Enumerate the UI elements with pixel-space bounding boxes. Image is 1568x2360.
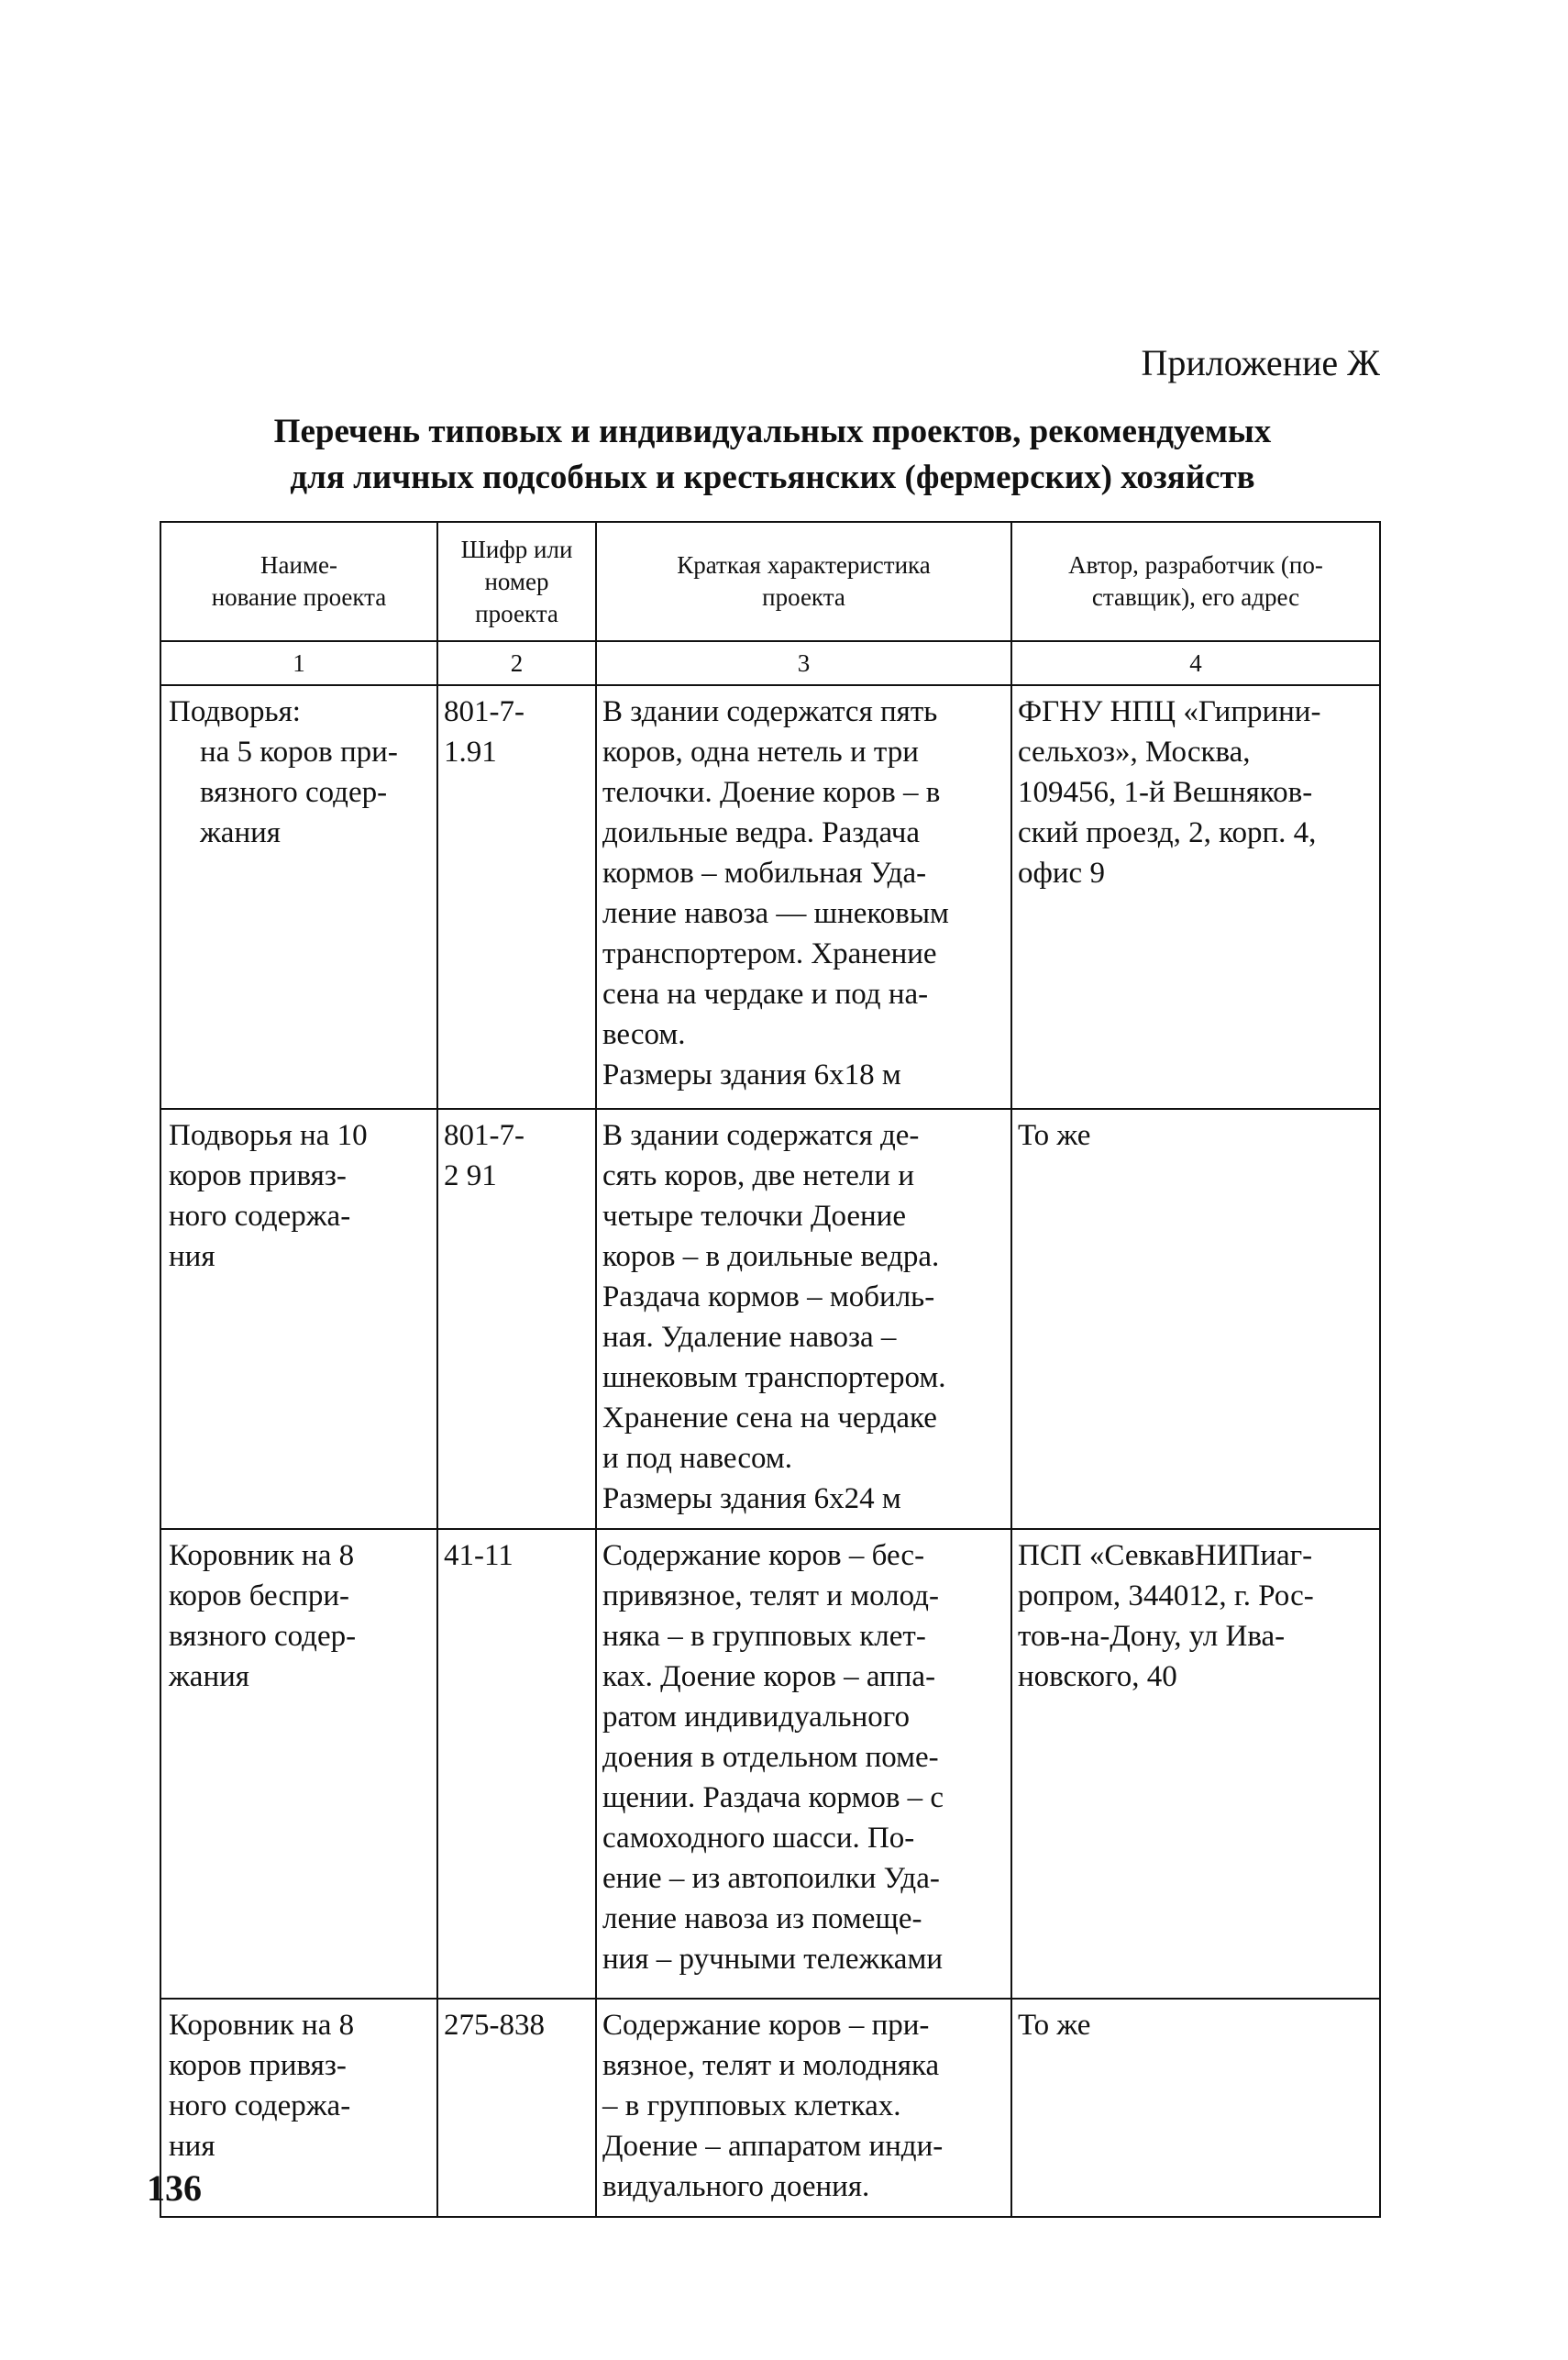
project-description-cell: В здании содержатся де- сять коров, две нетели и четыре телочки Доение коров – в доильные ведра. Раздача кормов – мобиль- ная. Удаление навоза – шнековым транспортером. Хранение сена на чердаке и под навесом. Размеры здания 6х24 м (596, 1109, 1011, 1529)
document-title (147, 409, 1398, 501)
table-header-row (160, 522, 1380, 641)
project-author-cell: То же (1011, 1999, 1380, 2217)
column-number: 2 (437, 641, 596, 685)
header-project-name: Наиме- нование проекта (160, 522, 437, 641)
table-row (160, 1529, 1380, 1999)
project-name-cell: Коровник на 8 коров беспри- вязного содер- жания (160, 1529, 437, 1999)
appendix-label: Приложение Ж (1141, 342, 1380, 383)
column-number: 4 (1011, 641, 1380, 685)
column-number-row (160, 641, 1380, 685)
header-project-description: Краткая характеристика проекта (596, 522, 1011, 641)
table-row (160, 1109, 1380, 1529)
project-description-cell: Содержание коров – при- вязное, телят и молодняка – в групповых клетках. Доение – аппаратом инди- видуального доения. (596, 1999, 1011, 2217)
project-code-cell: 41-11 (437, 1529, 596, 1999)
header-project-author: Автор, разработчик (по- ставщик), его адрес (1011, 522, 1380, 641)
project-name-cell: Подворья: на 5 коров при- вязного содер- жания (160, 685, 437, 1109)
project-author-cell: То же (1011, 1109, 1380, 1529)
column-number: 3 (596, 641, 1011, 685)
project-code-cell: 275-838 (437, 1999, 596, 2217)
page-number: 136 (147, 2167, 202, 2209)
header-project-code: Шифр или номер проекта (437, 522, 596, 641)
projects-table (160, 521, 1381, 2218)
project-name-cell: Коровник на 8 коров привяз- ного содержа- ния (160, 1999, 437, 2217)
project-name-cell: Подворья на 10 коров привяз- ного содержа- ния (160, 1109, 437, 1529)
project-author-cell: ПСП «СевкавНИПиаг- ропром, 344012, г. Рос- тов-на-Дону, ул Ива- новского, 40 (1011, 1529, 1380, 1999)
column-number: 1 (160, 641, 437, 685)
project-description-cell: Содержание коров – бес- привязное, телят и молод- няка – в групповых клет- ках. Доение коров – аппа- ратом индивидуального доения в отдельном поме- щении. Раздача кормов – с самоходного шасси. По- ение – из автопоилки Уда- ление навоза из помеще- ния – ручными тележками (596, 1529, 1011, 1999)
project-code-cell: 801-7- 1.91 (437, 685, 596, 1109)
table-row (160, 685, 1380, 1109)
title-line: Перечень типовых и индивидуальных проектов, рекомендуемых (273, 413, 1272, 450)
project-description-cell: В здании содержатся пять коров, одна нетель и три телочки. Доение коров – в доильные ведра. Раздача кормов – мобильная Уда- ление навоза — шнековым транспортером. Хранение сена на чердаке и под на- весом. Размеры здания 6х18 м (596, 685, 1011, 1109)
title-line: для личных подсобных и крестьянских (фермерских) хозяйств (290, 459, 1255, 496)
project-code-cell: 801-7- 2 91 (437, 1109, 596, 1529)
project-author-cell: ФГНУ НПЦ «Гиприни- сельхоз», Москва, 109456, 1-й Вешняков- ский проезд, 2, корп. 4, офис 9 (1011, 685, 1380, 1109)
table-row (160, 1999, 1380, 2217)
